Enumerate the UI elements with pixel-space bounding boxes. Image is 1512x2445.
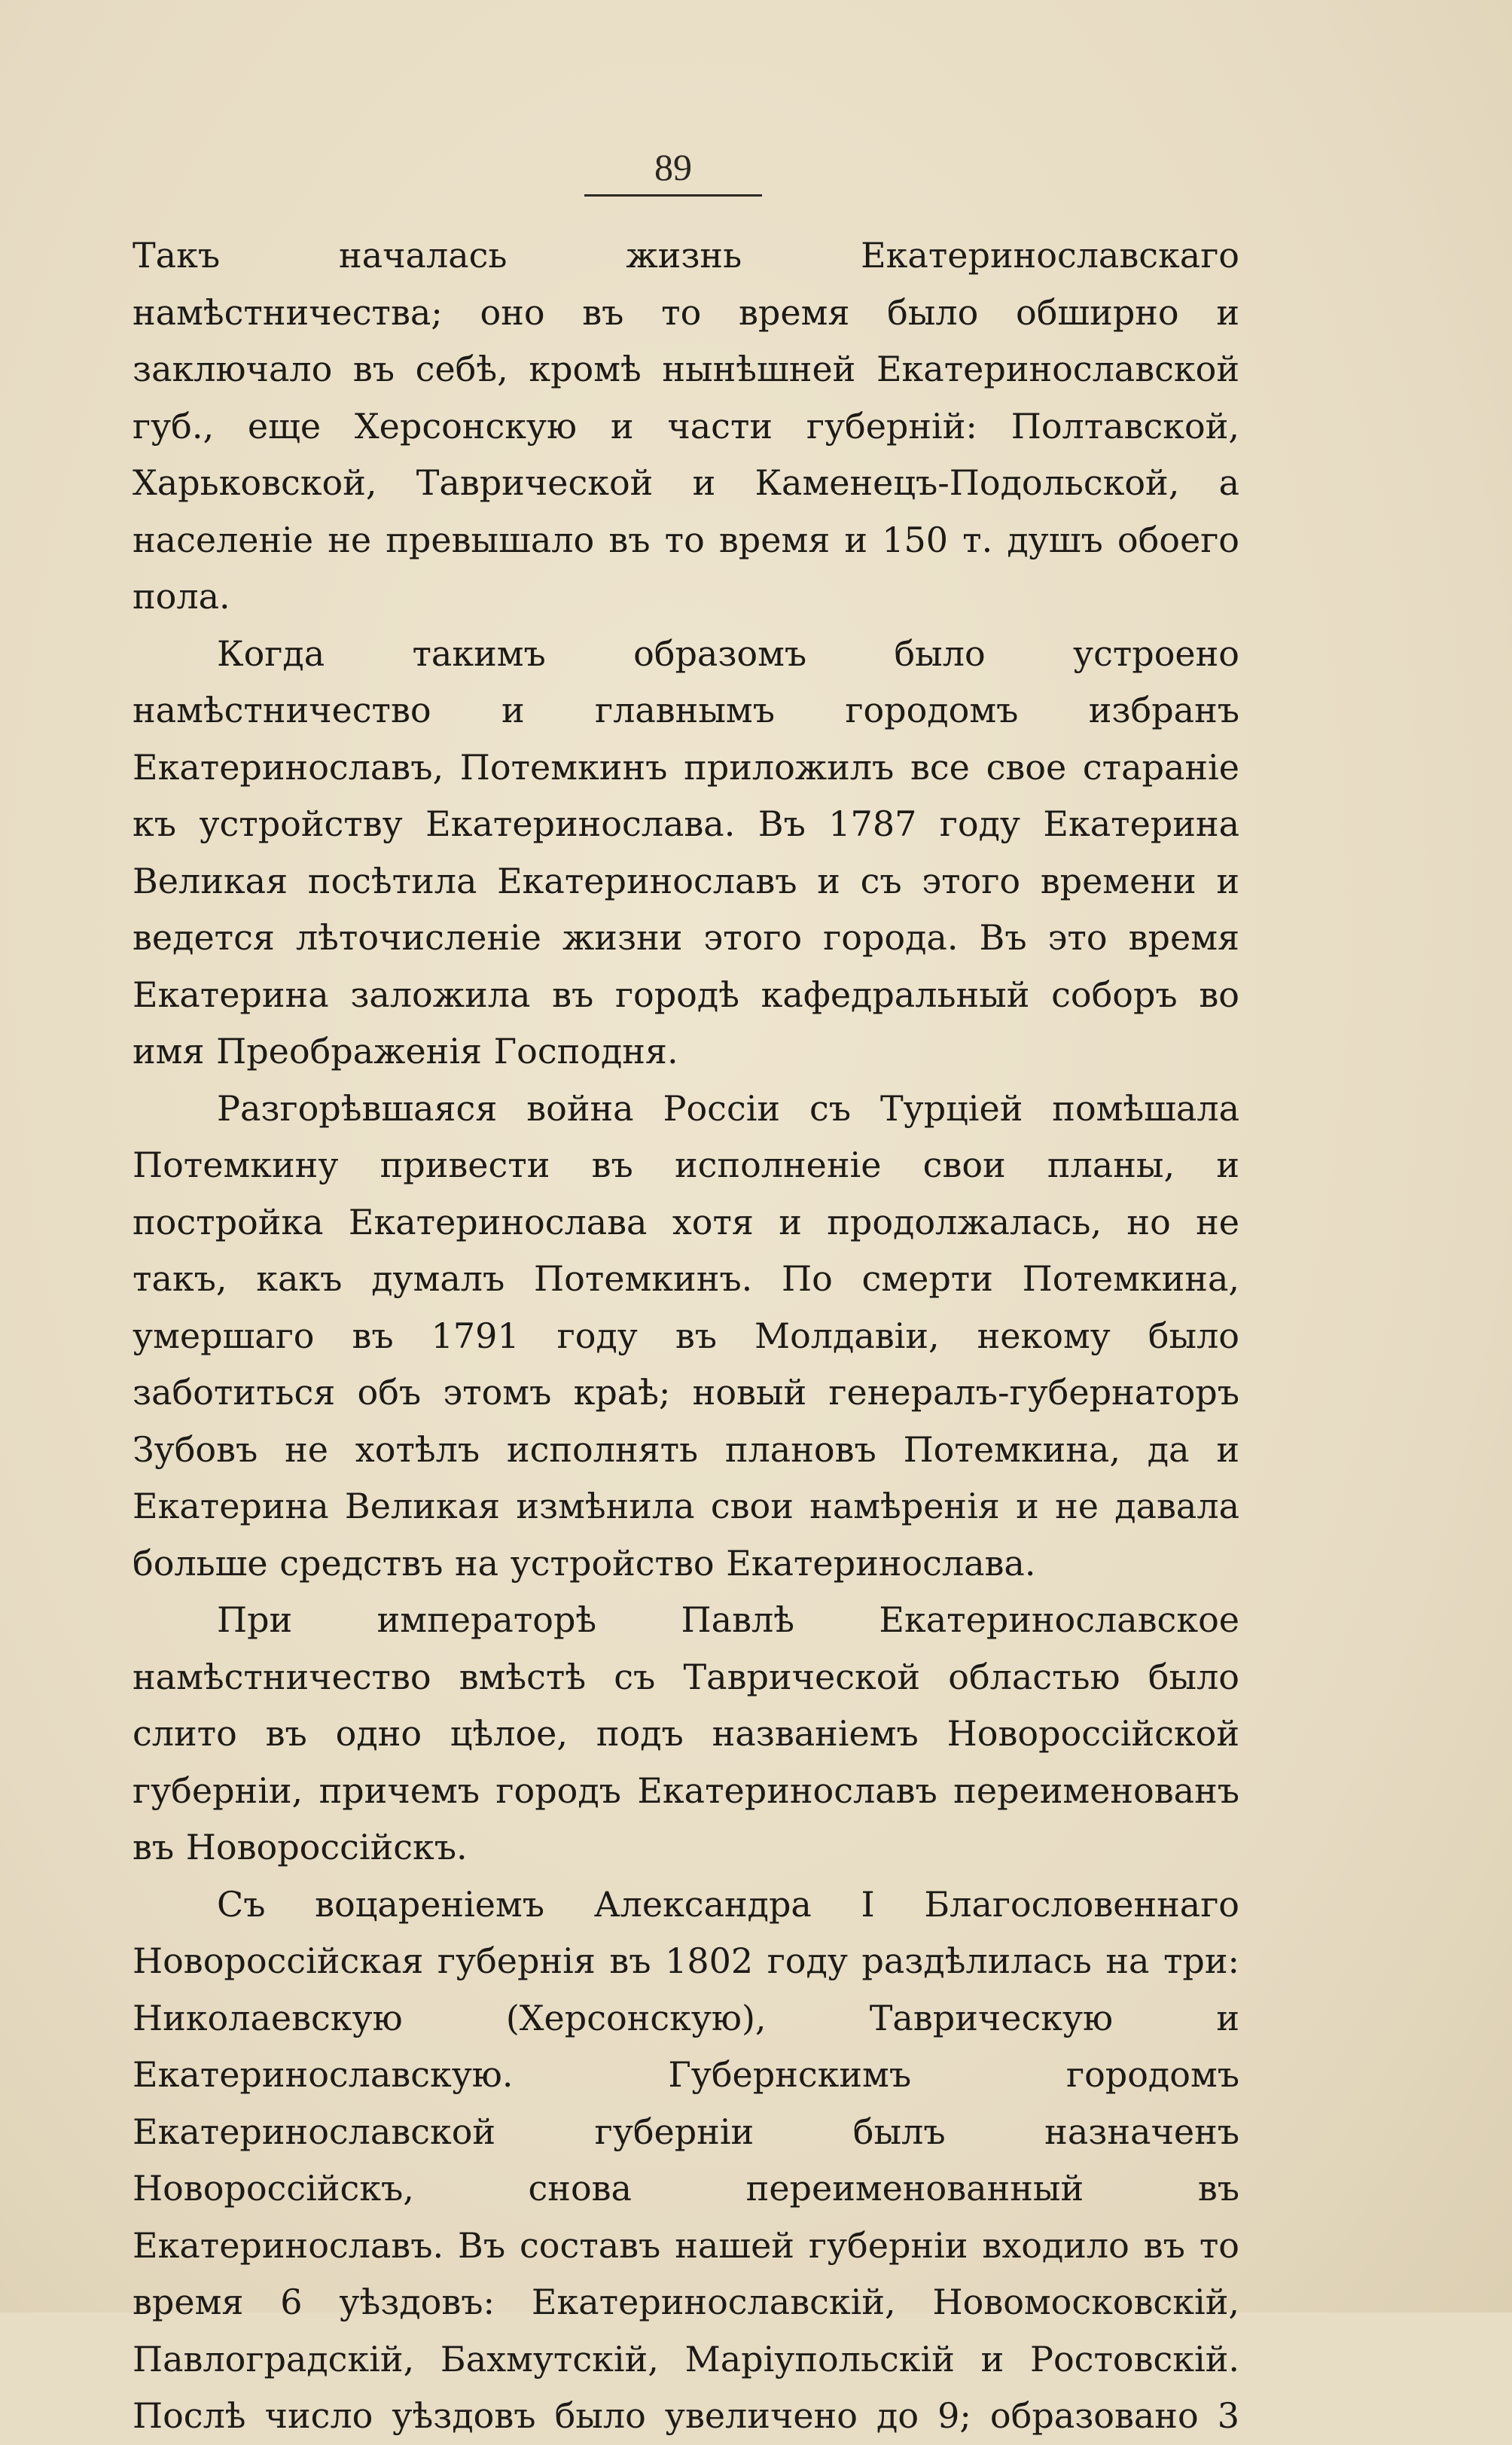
page-number-rule [584,194,762,197]
paragraph-1: Такъ началась жизнь Екатеринославскаго намѣстничества; оно въ то время было обширно и заключало въ себѣ, кромѣ нынѣшней Екатеринославской губ., еще Херсонскую и части губерній: Полтавской, Харьковской, Таврической и Каменецъ-Подольской, а населеніе не превышало въ то время и 150 т. душъ обоего пола. [133,235,1239,617]
paragraph-4: При императорѣ Павлѣ Екатеринославское намѣстничество вмѣстѣ съ Таврической областью было слито въ одно цѣлое, подъ названіемъ Новороссійской губерніи, причемъ городъ Екатеринославъ переименованъ въ Новороссійскъ. [133,1599,1239,1867]
page-number: 89 [654,146,692,188]
paragraph-3: Разгорѣвшаяся война Россіи съ Турціей помѣшала Потемкину привести въ исполненіе свои планы, и постройка Екатеринослава хотя и продолжалась, но не такъ, какъ думалъ Потемкинъ. По смерти Потемкина, умершаго въ 1791 году въ Молдавіи, некому было заботиться объ этомъ краѣ; новый генералъ-губернаторъ Зубовъ не хотѣлъ исполнять плановъ Потемкина, да и Екатерина Великая измѣнила свои намѣренія и не давала больше средствъ на устройство Екатеринослава. [133,1087,1239,1584]
body-text [133,227,1239,2445]
paragraph-5: Съ воцареніемъ Александра I Благословеннаго Новороссійская губернія въ 1802 году раздѣлилась на три: Николаевскую (Херсонскую), Таврическую и Екатеринославскую. Губернскимъ городомъ Екатеринославской губерніи былъ назначенъ Новороссійскъ, снова переименованный въ Екатеринославъ. Въ составъ нашей губерніи входило въ то время 6 уѣздовъ: Екатеринославскій, Новомосковскій, Павлоградскій, Бахмутскій, Маріупольскій и Ростовскій. Послѣ число уѣздовъ было увеличено до 9; образовано 3 [133,1883,1239,2436]
paragraph-2: Когда такимъ образомъ было устроено намѣстничество и главнымъ городомъ избранъ Екатеринославъ, Потемкинъ приложилъ все свое стараніе къ устройству Екатеринослава. Въ 1787 году Екатерина Великая посѣтила Екатеринославъ и съ этого времени и ведется лѣточисленіе жизни этого города. Въ это время Екатерина заложила въ городѣ кафедральный соборъ во имя Преображенія Господня. [133,633,1239,1072]
